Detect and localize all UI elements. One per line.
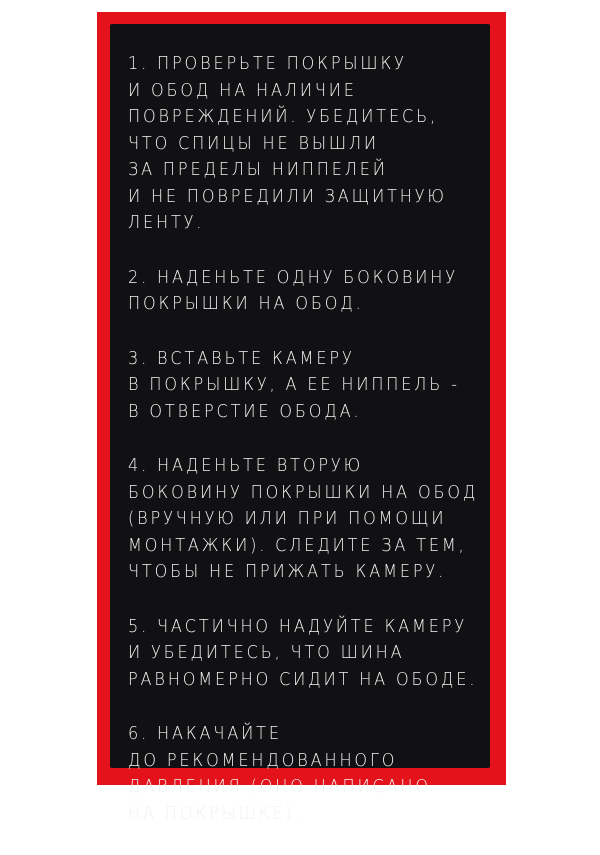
step-line: МОНТАЖКИ). СЛЕДИТЕ ЗА ТЕМ, — [128, 535, 467, 556]
instruction-panel — [110, 24, 490, 824]
step-line: ДО РЕКОМЕНДОВАННОГО — [128, 750, 398, 771]
step-line: 4. НАДЕНЬТЕ ВТОРУЮ — [128, 456, 364, 476]
step-5 — [128, 614, 488, 694]
step-1 — [128, 51, 488, 237]
step-line: ЧТО СПИЦЫ НЕ ВЫШЛИ — [128, 133, 379, 154]
step-line: ЧТОБЫ НЕ ПРИЖАТЬ КАМЕРУ. — [128, 562, 447, 582]
step-line: 1. ПРОВЕРЬТЕ ПОКРЫШКУ — [128, 54, 407, 74]
step-line: В ПОКРЫШКУ, А ЕЕ НИППЕЛЬ - — [128, 375, 460, 395]
step-line: И НЕ ПОВРЕДИЛИ ЗАЩИТНУЮ — [128, 186, 447, 207]
step-line: ЗА ПРЕДЕЛЫ НИППЕЛЕЙ — [128, 160, 388, 180]
step-4 — [128, 453, 488, 586]
step-line: 3. ВСТАВЬТЕ КАМЕРУ — [128, 348, 355, 369]
step-line: ДАВЛЕНИЯ (ОНО НАПИСАНО — [128, 777, 431, 797]
step-line: БОКОВИНУ ПОКРЫШКИ НА ОБОД — [128, 482, 479, 503]
step-line: 6. НАКАЧАЙТЕ — [128, 724, 282, 744]
step-line: ПОКРЫШКИ НА ОБОД. — [128, 294, 364, 314]
step-line: НА ПОКРЫШКЕ). — [128, 803, 303, 824]
step-line: И ОБОД НА НАЛИЧИЕ — [128, 80, 357, 101]
step-6 — [128, 721, 488, 827]
instruction-card — [97, 12, 506, 824]
step-line: ПОВРЕЖДЕНИЙ. УБЕДИТЕСЬ, — [128, 107, 438, 127]
step-line: (ВРУЧНУЮ ИЛИ ПРИ ПОМОЩИ — [128, 509, 447, 529]
step-line: И УБЕДИТЕСЬ, ЧТО ШИНА — [128, 643, 405, 663]
step-2 — [128, 265, 488, 318]
step-3 — [128, 346, 488, 426]
step-line: ЛЕНТУ. — [128, 213, 205, 233]
step-line: РАВНОМЕРНО СИДИТ НА ОБОДЕ. — [128, 669, 478, 690]
instruction-steps-list — [128, 51, 488, 855]
step-line: В ОТВЕРСТИЕ ОБОДА. — [128, 401, 362, 422]
step-line: 5. ЧАСТИЧНО НАДУЙТЕ КАМЕРУ — [128, 616, 468, 637]
step-line: 2. НАДЕНЬТЕ ОДНУ БОКОВИНУ — [128, 267, 458, 288]
